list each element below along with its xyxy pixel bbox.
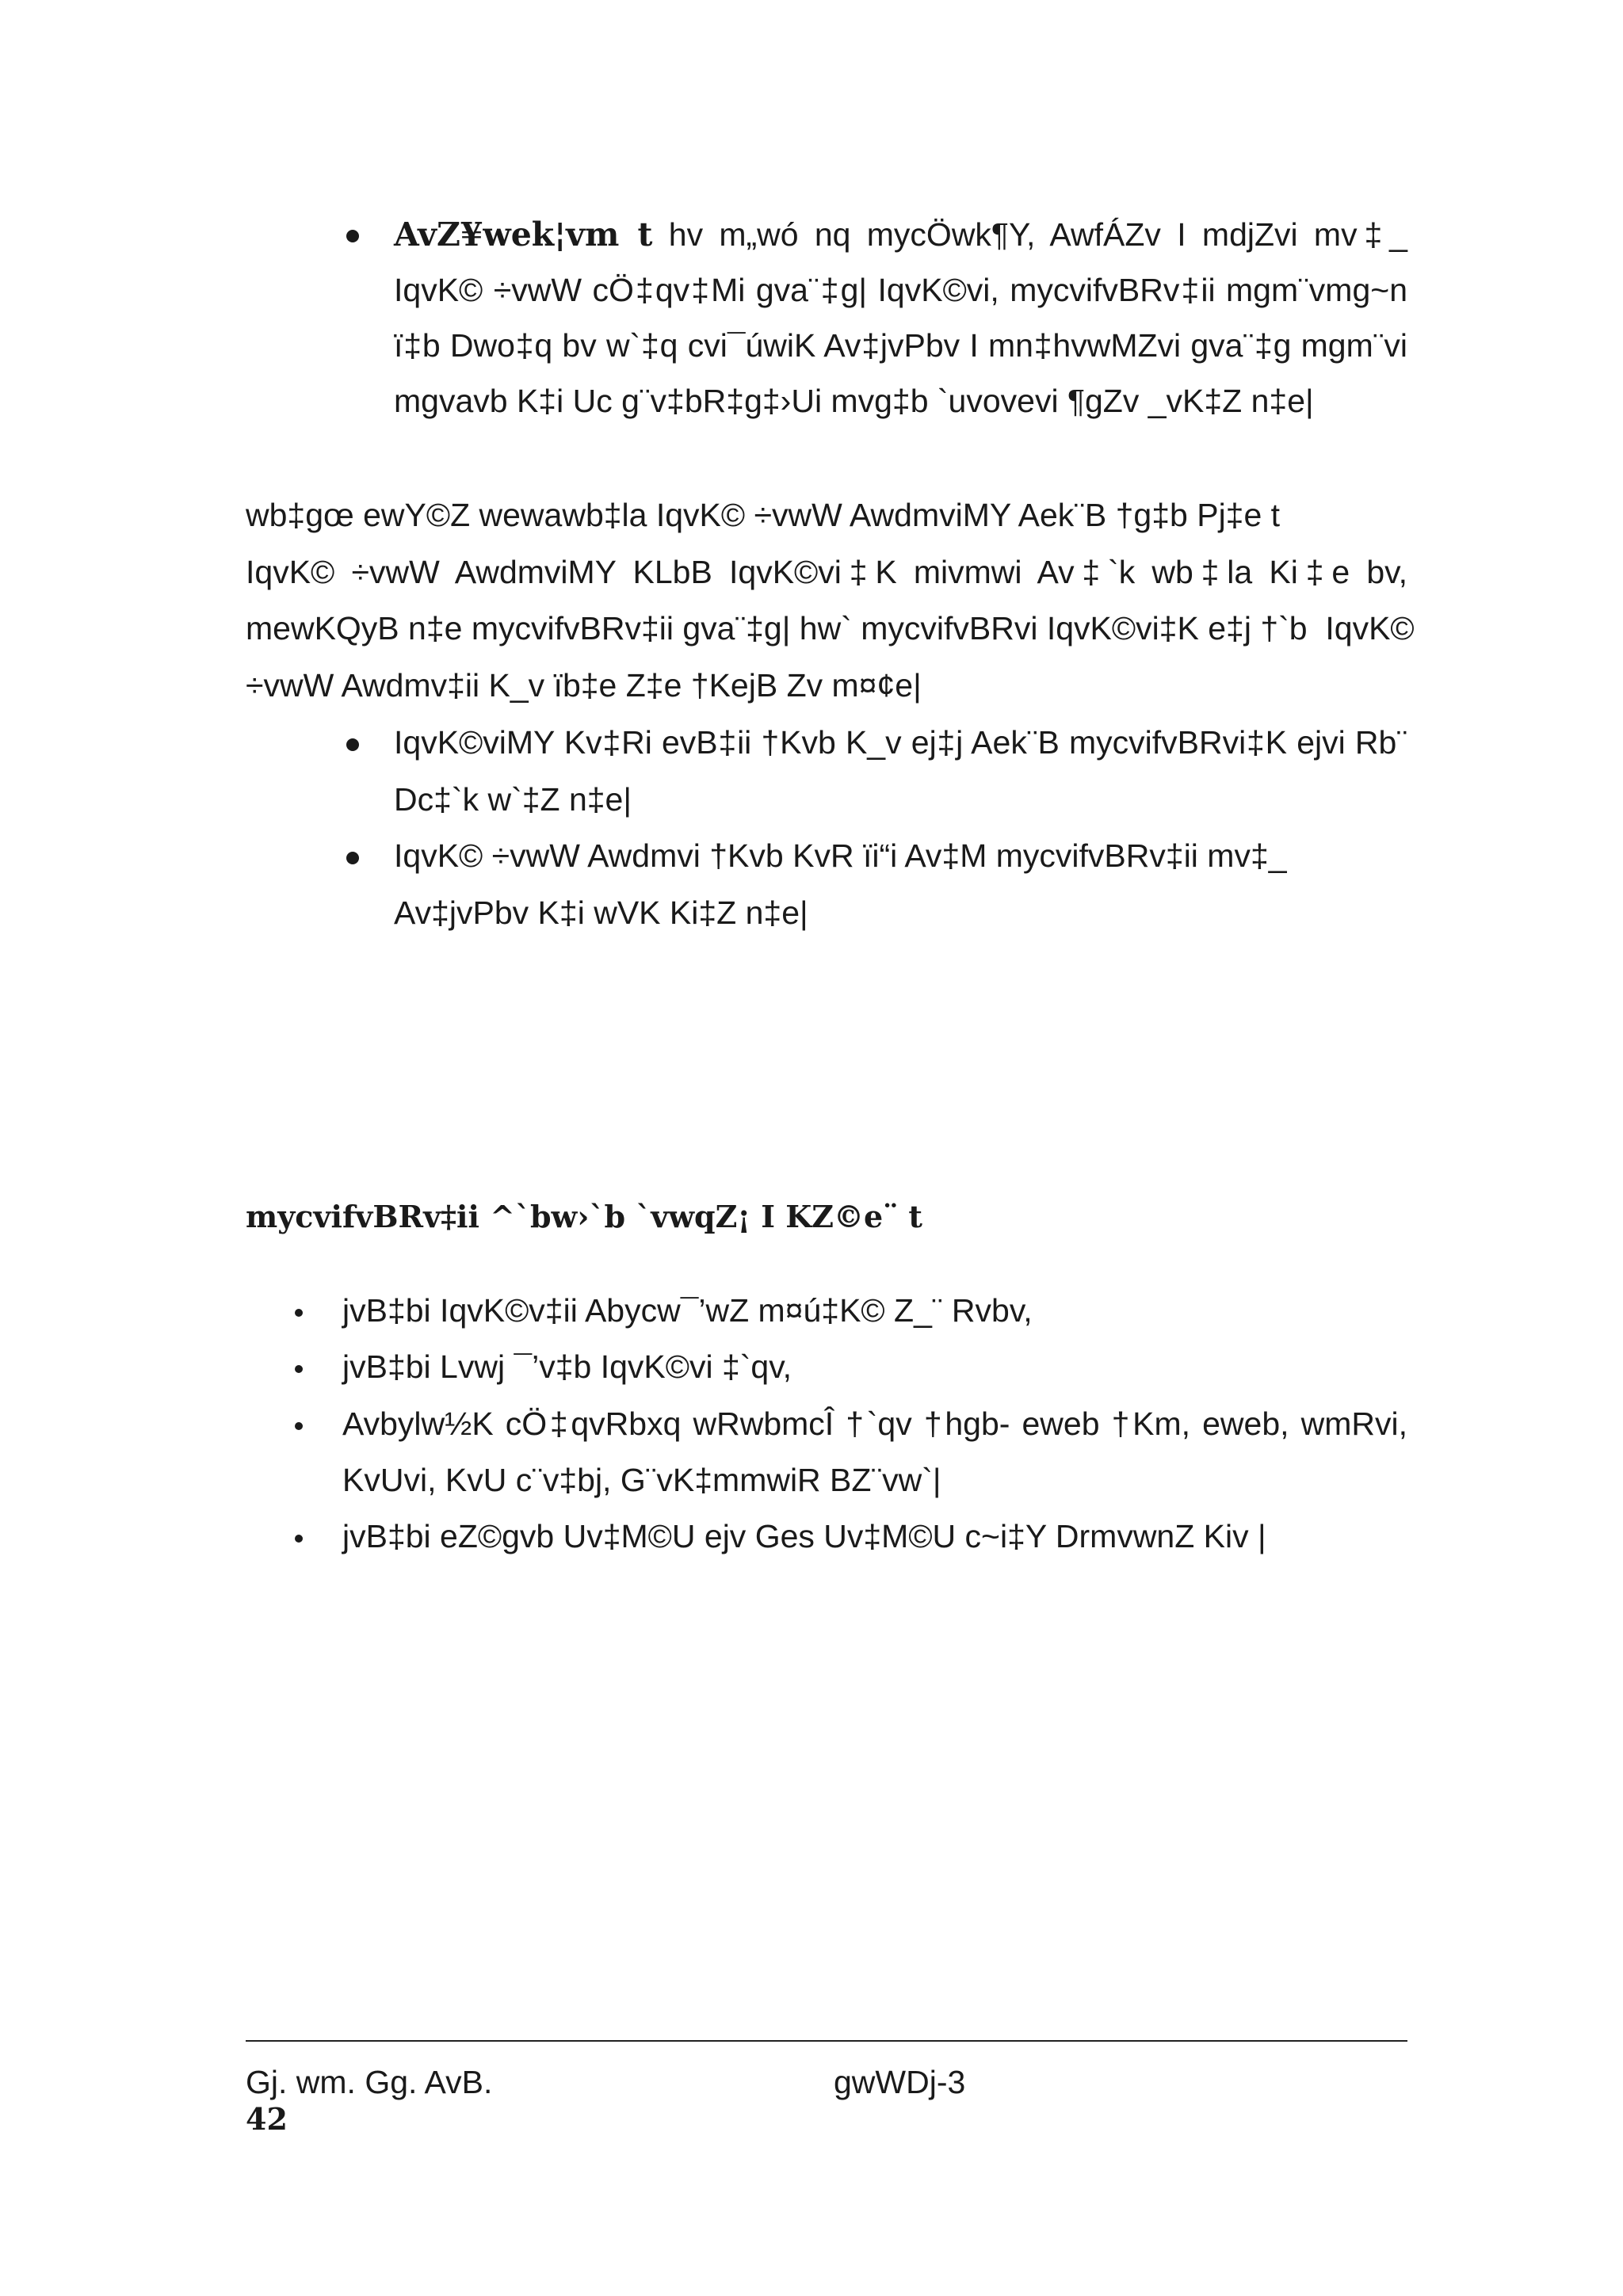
bullet-marker — [346, 738, 359, 751]
page-number: 42 — [246, 2101, 288, 2137]
block1-lead-bold: AvZ¥wek¦vm t — [394, 215, 653, 254]
bullet2-item2-line1: IqvK© ÷vwW Awdmvi †Kvb KvR ïi“i Av‡M mycvifvBRv‡ii mv‡_ — [394, 837, 1287, 874]
para2-line3: mewKQyB n‡e mycvifvBRv‡ii gva¨‡g| hw` mycvifvBRvi IqvK©vi‡K e‡j †`b IqvK© — [246, 610, 1415, 646]
bullet-marker — [346, 852, 359, 864]
section-heading: mycvifvBRv‡ii ^`bw›`b `vwqZ¡ I KZ©e¨ t — [246, 1199, 922, 1234]
bullet-marker — [295, 1309, 303, 1317]
bullet3-item2-line1: jvB‡bi Lvwj ¯’v‡b IqvK©vi ‡`qv, — [342, 1348, 792, 1385]
bullet-marker — [295, 1422, 303, 1430]
footer-center-text: gwWDj-3 — [834, 2064, 966, 2100]
bullet-marker — [295, 1365, 303, 1373]
bullet2-item1-line2: Dc‡`k w`‡Z n‡e| — [394, 781, 632, 818]
bullet3-item1-line1: jvB‡bi IqvK©v‡ii Abycw¯’wZ m¤ú‡K© Z_¨ Rvbv, — [342, 1292, 1033, 1329]
block1-line2: IqvK© ÷vwW cÖ‡qv‡Mi gva¨‡g| IqvK©vi, mycvifvBRv‡ii mgm¨vmg~n — [394, 272, 1407, 308]
bullet3-item4-line1: jvB‡bi eZ©gvb Uv‡M©U ejv Ges Uv‡M©U c~i‡Y DrmvwnZ Kiv | — [342, 1518, 1266, 1554]
block1-line3: ï‡b Dwo‡q bv w`‡q cvi¯úwiK Av‡jvPbv I mn‡hvwMZvi gva¨‡g mgm¨vi — [394, 327, 1407, 364]
footer-rule — [246, 2040, 1407, 2042]
para2-line4: ÷vwW Awdmv‡ii K_v ïb‡e Z‡e †KejB Zv m¤¢e| — [246, 667, 922, 704]
bullet-marker — [346, 230, 359, 242]
bullet3-item3-line2: KvUvi, KvU c¨v‡bj, G¨vK‡mmwiR BZ¨vw`| — [342, 1462, 941, 1498]
block1-line1 — [394, 215, 1407, 254]
footer-left-text: Gj. wm. Gg. AvB. — [246, 2064, 493, 2100]
block1-line1-rest: hv m„wó nq mycÖwk¶Y, AwfÁZv I mdjZvi mv‡_ — [668, 216, 1407, 253]
bullet3-item3-line1: Avbylw½K cÖ‡qvRbxq wRwbmcÎ †`qv †hgb- eweb †Km, eweb, wmRvi, — [342, 1405, 1407, 1442]
bullet2-item2-line2: Av‡jvPbv K‡i wVK Ki‡Z n‡e| — [394, 894, 808, 931]
block1-line4: mgvavb K‡i Uc g¨v‡bR‡g‡›Ui mvg‡b `uvovevi ¶gZv _vK‡Z n‡e| — [394, 383, 1314, 419]
bullet-marker — [295, 1535, 303, 1543]
para2-line2: IqvK© ÷vwW AwdmviMY KLbB IqvK©vi‡K mivmwi Av‡`k wb‡la Ki‡e bv, — [246, 554, 1407, 590]
bullet2-item1-line1: IqvK©viMY Kv‡Ri evB‡ii †Kvb K_v ej‡j Aek¨B mycvifvBRvi‡K ejvi Rb¨ — [394, 724, 1407, 761]
para2-line1: wb‡gœ ewY©Z wewawb‡la IqvK© ÷vwW AwdmviMY Aek¨B †g‡b Pj‡e t — [246, 497, 1281, 533]
